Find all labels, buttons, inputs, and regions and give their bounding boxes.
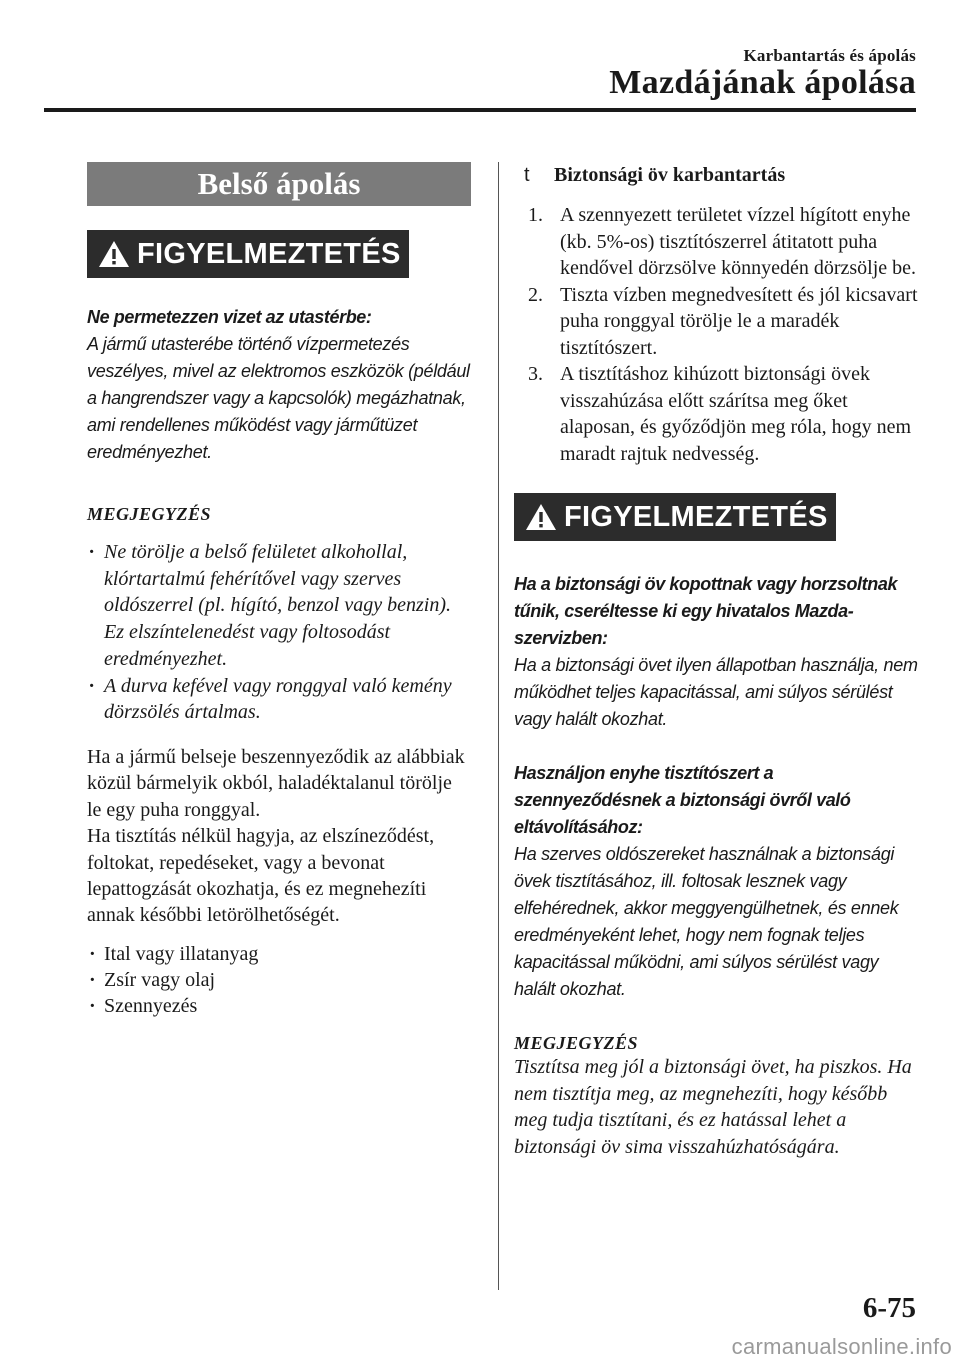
note-heading: MEGJEGYZÉS [87,504,212,524]
subsection-heading [514,162,924,188]
left-column [87,162,471,1019]
list-item: · Zsír vagy olaj [87,967,471,993]
contaminant-list [87,941,471,1019]
warning-heading: Ne permetezzen vizet az utastérbe: [87,307,372,327]
warning-triangle-icon [524,502,558,532]
warning-triangle-icon [97,239,131,269]
note-heading: MEGJEGYZÉS [514,1033,639,1053]
header-section: Karbantartás és ápolás [743,46,916,65]
step-item [514,282,924,362]
warning-heading: Használjon enyhe tisztítószert a szennyeződésnek a biztonsági övről való eltávolításához: [514,763,851,837]
warning-box [514,493,924,1003]
note-list [87,539,471,726]
body-paragraph: Ha tisztítás nélkül hagyja, az elszíneződést, foltokat, repedéseket, vagy a bevonat lepattogzását okozhatja, és ez megnehezíti annak későbbi letörölhetőségét. [87,825,435,927]
page-number: 6-75 [862,1292,916,1324]
section-marker-icon: t [524,164,530,186]
warning-body: A jármű utasterébe történő vízpermetezés veszélyes, mivel az elektromos eszközök (például a hangrendszer vagy a kapcsolók) megázhatnak, ami rendellenes működést vagy járműtüzet eredményezhet. [87,334,470,462]
note-block [514,1033,924,1160]
step-item [514,361,924,467]
list-item: · Szennyezés [87,993,471,1019]
step-item [514,202,924,282]
note-item: · Ne törölje a belső felületet alkohollal, klórtartalmú fehérítővel vagy szerves oldószerrel (pl. hígító, benzol vagy benzin). Ez elszíntelenedést vagy foltosodást eredményezhet. [87,539,471,673]
warning-heading: Ha a biztonsági öv kopottnak vagy horzsoltnak tűnik, cseréltesse ki egy hivatalos Mazda-szervizben: [514,574,898,648]
warning-badge [87,230,409,278]
subsection-heading-text: Biztonsági öv karbantartás [554,164,786,186]
warning-body: Ha a biztonsági övet ilyen állapotban használja, nem működhet teljes kapacitással, ami súlyos sérülést vagy halált okozhat. [514,655,918,729]
list-item: · Ital vagy illatanyag [87,941,471,967]
header-rule [44,108,916,112]
right-column [514,162,924,1160]
column-divider [498,162,499,1290]
note-block [87,504,471,726]
body-paragraph: Ha a jármű belseje beszennyeződik az alábbiak közül bármelyik okból, haladéktalanul törölje le egy puha ronggyal. [87,745,465,821]
step-text: A szennyezett területet vízzel hígított enyhe (kb. 5%-os) tisztítószerrel átitatott puha kendővel dörzsölve könnyedén dörzsölje be. [560,204,917,279]
watermark: carmanualsonline.info [731,1334,952,1359]
step-number: 2. [528,283,543,306]
warning-box [87,230,471,466]
warning-label: FIGYELMEZTETÉS [564,500,828,533]
step-number: 3. [528,363,543,385]
step-text: Tiszta vízben megnedvesített és jól kicsavart puha ronggyal törölje le a maradék tisztítószert. [560,283,918,359]
step-number: 1. [528,204,543,226]
warning-body: Ha szerves oldószereket használnak a biztonsági övek tisztításához, ill. foltosak lesznek vagy elfehérednek, akkor meggyengülhetnek, és ennek eredményeként lehet, hogy nem fognak teljes kapacitással működni, ami súlyos sérülést vagy halált okozhat. [514,844,899,999]
note-item: · A durva kefével vagy ronggyal való kemény dörzsölés ártalmas. [87,673,471,726]
warning-label: FIGYELMEZTETÉS [137,237,401,270]
step-text: A tisztításhoz kihúzott biztonsági övek visszahúzása előtt szárítsa meg őket alaposan, és győződjön meg róla, hogy nem maradt rajtuk nedvesség. [560,363,912,465]
steps-list [514,202,924,467]
page-title: Mazdájának ápolása [609,64,916,101]
note-body: Tisztítsa meg jól a biztonsági övet, ha piszkos. Ha nem tisztítja meg, az megnehezíti, hogy később meg tudja tisztítani, és ez hatással lehet a biztonsági öv sima visszahúzhatóságára. [514,1056,912,1158]
warning-badge [514,493,836,541]
section-title: Belső ápolás [87,162,471,206]
